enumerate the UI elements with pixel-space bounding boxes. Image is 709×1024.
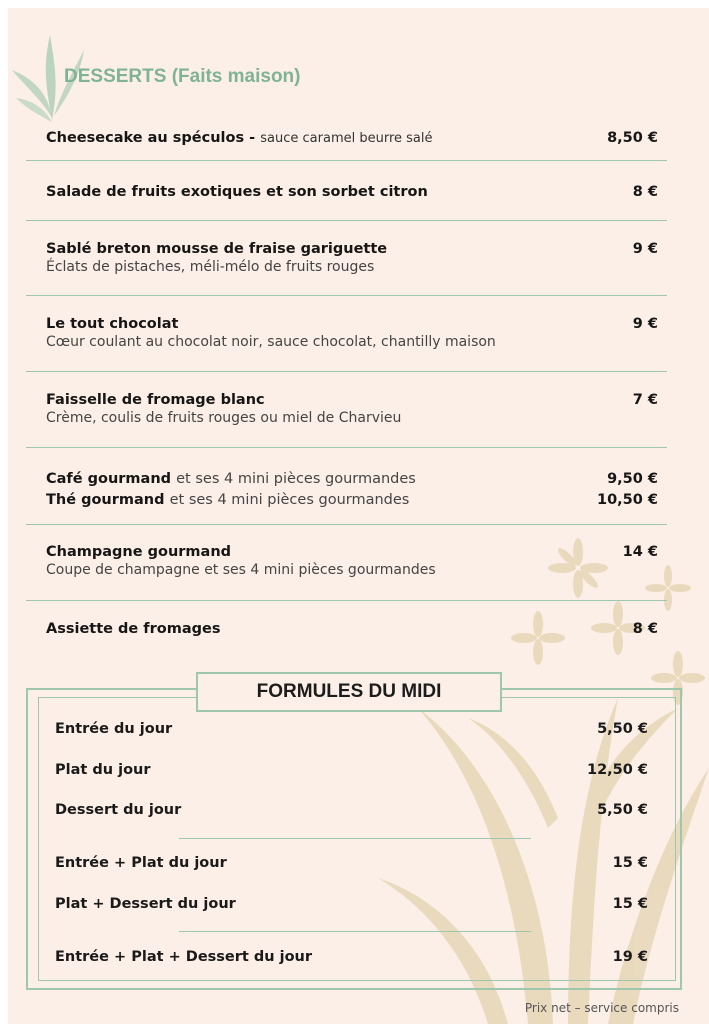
- menu-item: [46, 241, 658, 275]
- item-description: Coupe de champagne et ses 4 mini pièces gourmandes: [46, 562, 436, 578]
- separator: [26, 371, 667, 372]
- menu-item: [46, 468, 658, 508]
- item-price: 9 €: [632, 316, 658, 332]
- item-description: Crème, coulis de fruits rouges ou miel de Charvieu: [46, 410, 402, 426]
- menu-item: [46, 184, 658, 200]
- formule-name: Entrée + Plat + Dessert du jour: [55, 949, 313, 965]
- formule-row: [55, 802, 648, 818]
- section-title: DESSERTS (Faits maison): [64, 66, 301, 87]
- formule-row: [55, 896, 648, 912]
- item-price: 9,50 €: [607, 471, 658, 487]
- formule-price: 19 €: [612, 949, 648, 965]
- formule-name: Entrée du jour: [55, 721, 173, 737]
- item-price: 9 €: [632, 241, 658, 257]
- item-price: 8 €: [632, 184, 658, 200]
- formule-row: [55, 721, 648, 737]
- formule-row: [55, 762, 648, 778]
- menu-item: [46, 127, 658, 146]
- menu-page: [8, 8, 709, 1024]
- item-name: Thé gourmand: [46, 492, 165, 508]
- formules-title: FORMULES DU MIDI: [196, 672, 502, 712]
- formules-separator: [179, 838, 531, 839]
- item-name: Café gourmand: [46, 471, 172, 487]
- separator: [26, 447, 667, 448]
- item-tail: et ses 4 mini pièces gourmandes: [169, 492, 410, 508]
- item-price: 14 €: [622, 544, 658, 560]
- menu-item: [46, 544, 658, 578]
- formules-separator: [179, 931, 531, 932]
- formule-price: 15 €: [612, 855, 648, 871]
- footer-note: Prix net – service compris: [524, 1001, 679, 1015]
- formule-price: 5,50 €: [597, 802, 648, 818]
- item-name: Le tout chocolat: [46, 316, 179, 332]
- formule-price: 12,50 €: [586, 762, 648, 778]
- item-name: Salade de fruits exotiques et son sorbet citron: [46, 184, 428, 200]
- item-price: 10,50 €: [596, 492, 658, 508]
- item-name: Cheesecake au spéculos -: [46, 130, 256, 146]
- formule-name: Entrée + Plat du jour: [55, 855, 227, 871]
- formule-name: Plat + Dessert du jour: [55, 896, 236, 912]
- item-name: Faisselle de fromage blanc: [46, 392, 265, 408]
- formule-price: 15 €: [612, 896, 648, 912]
- formule-row: [55, 855, 648, 871]
- separator: [26, 160, 667, 161]
- item-name: Assiette de fromages: [46, 621, 221, 637]
- menu-item: [46, 392, 658, 426]
- item-price: 8 €: [632, 621, 658, 637]
- item-tail: sauce caramel beurre salé: [260, 131, 433, 146]
- item-tail: et ses 4 mini pièces gourmandes: [176, 471, 416, 487]
- separator: [26, 524, 667, 525]
- item-description: Éclats de pistaches, méli-mélo de fruits rouges: [46, 259, 375, 275]
- formule-name: Dessert du jour: [55, 802, 182, 818]
- formule-name: Plat du jour: [55, 762, 151, 778]
- menu-item: [46, 621, 658, 637]
- formule-row: [55, 949, 648, 965]
- separator: [26, 220, 667, 221]
- item-name: Sablé breton mousse de fraise gariguette: [46, 241, 388, 257]
- formule-price: 5,50 €: [597, 721, 648, 737]
- item-price: 7 €: [632, 392, 658, 408]
- menu-item: [46, 316, 658, 350]
- separator: [26, 600, 667, 601]
- item-price: 8,50 €: [607, 130, 658, 146]
- item-description: Cœur coulant au chocolat noir, sauce chocolat, chantilly maison: [46, 334, 496, 350]
- item-name: Champagne gourmand: [46, 544, 232, 560]
- formules-inner-frame: [38, 697, 676, 981]
- separator: [26, 295, 667, 296]
